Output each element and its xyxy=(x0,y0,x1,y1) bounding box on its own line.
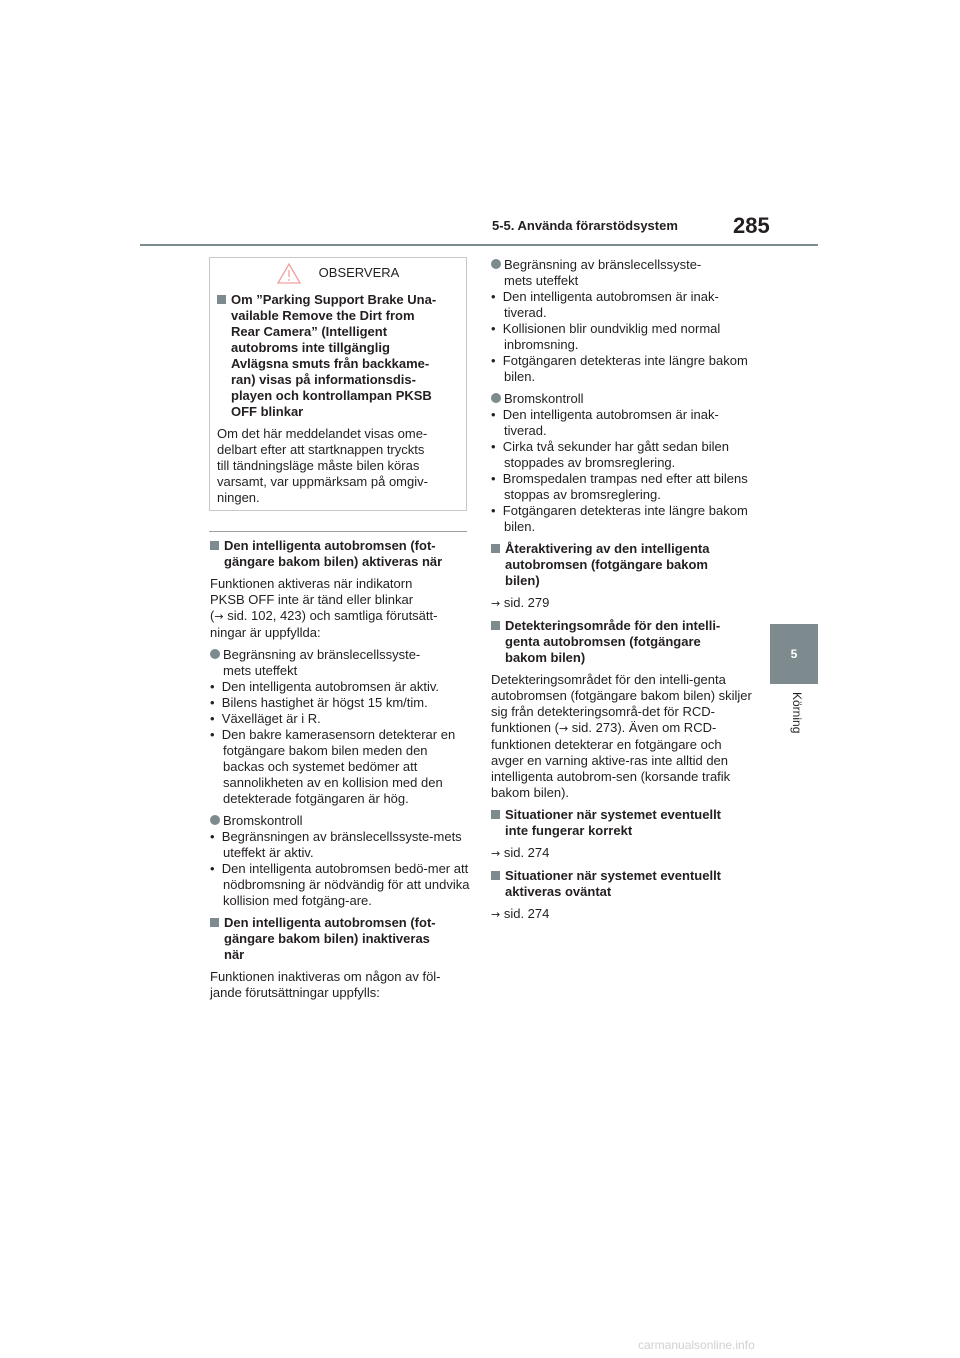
section-heading: Situationer när systemet eventuellt inte fungerar korrekt xyxy=(491,807,753,839)
square-bullet-icon xyxy=(491,810,500,819)
group-heading: Begränsning av bränslecellssyste- mets uteffekt xyxy=(210,647,470,679)
page-reference: → sid. 274 xyxy=(491,906,550,921)
list-item: • Begränsningen av bränslecellssyste-mets uteffekt är aktiv. xyxy=(210,829,462,860)
watermark-footer: carmanualsonline.info xyxy=(638,1338,755,1352)
arrow-right-icon: → xyxy=(491,847,501,860)
chapter-number: 5 xyxy=(790,647,798,661)
list-item: • Fotgängaren detekteras inte längre bakom bilen. xyxy=(491,353,748,384)
section-heading: Detekteringsområde för den intelli- genta autobromsen (fotgängare bakom bilen) xyxy=(491,618,753,666)
circle-bullet-icon xyxy=(210,649,220,659)
list-item: • Fotgängaren detekteras inte längre bakom bilen. xyxy=(491,503,748,534)
list-item: • Den intelligenta autobromsen är inak-tiverad. xyxy=(491,407,719,438)
square-bullet-icon xyxy=(491,544,500,553)
arrow-right-icon: → xyxy=(214,610,224,623)
paragraph: Detekteringsområdet för den intelli-genta autobromsen (fotgängare bakom bilen) skiljer sig från detekteringsområ-det för RCD-funktionen (→ sid. 273). Även om RCD-funktionen detekterar en fotgängare och avger en varning aktive-ras inte alltid den intelligenta autobrom-sen (korsande trafik bakom bilen). xyxy=(491,672,752,800)
notice-label: OBSERVERA xyxy=(318,265,400,280)
warning-icon xyxy=(277,263,301,284)
list-item: • Cirka två sekunder har gått sedan bilen stoppades av bromsreglering. xyxy=(491,439,729,470)
list-item: • Kollisionen blir oundviklig med normal inbromsning. xyxy=(491,321,721,352)
page-reference: → sid. 279 xyxy=(491,595,550,610)
circle-bullet-icon xyxy=(491,393,501,403)
square-bullet-icon xyxy=(210,541,219,550)
arrow-right-icon: → xyxy=(491,908,501,921)
list-item: • Den intelligenta autobromsen är inak-tiverad. xyxy=(491,289,719,320)
page-reference: → sid. 274 xyxy=(491,845,550,860)
section-heading: Den intelligenta autobromsen (fot- gängare bakom bilen) inaktiveras när xyxy=(210,915,470,963)
square-bullet-icon xyxy=(491,621,500,630)
notice-heading: Om ”Parking Support Brake Una- vailable Remove the Dirt from Rear Camera” (Intelligent autobroms inte tillgänglig Avlägsna smuts från backkame- ran) visas på informationsdis- playen och kontrollampan PKSB OFF blinkar xyxy=(217,292,459,420)
left-column xyxy=(210,538,470,1001)
group-heading: Bromskontroll xyxy=(210,813,470,829)
group-heading: Begränsning av bränslecellssyste- mets uteffekt xyxy=(491,257,753,289)
section-heading: Återaktivering av den intelligenta autobromsen (fotgängare bakom bilen) xyxy=(491,541,753,589)
list-item: • Den intelligenta autobromsen bedö-mer att nödbromsning är nödvändig för att undvika kollision med fotgäng-are. xyxy=(210,861,470,908)
list-item: • Bilens hastighet är högst 15 km/tim. xyxy=(210,695,428,710)
list-item: • Bromspedalen trampas ned efter att bilens stoppas av bromsreglering. xyxy=(491,471,748,502)
square-bullet-icon xyxy=(491,871,500,880)
notice-box xyxy=(209,257,467,511)
circle-bullet-icon xyxy=(210,815,220,825)
header-rule xyxy=(140,244,818,246)
right-column xyxy=(491,257,753,923)
square-bullet-icon xyxy=(217,295,226,304)
section-title: 5-5. Använda förarstödsystem xyxy=(492,218,678,233)
arrow-right-icon: → xyxy=(491,597,501,610)
list-item: • Den bakre kamerasensorn detekterar en fotgängare bakom bilen meden den backas och systemet bedömer att sannolikheten av en kollision med den detekterade fotgängaren är hög. xyxy=(210,727,456,806)
page-number: 285 xyxy=(733,213,770,238)
chapter-label: Körning xyxy=(790,692,804,734)
arrow-right-icon: → xyxy=(558,722,569,735)
chapter-tab xyxy=(770,624,818,684)
list-item: • Den intelligenta autobromsen är aktiv. xyxy=(210,679,440,694)
circle-bullet-icon xyxy=(491,259,501,269)
notice-header xyxy=(210,258,466,288)
square-bullet-icon xyxy=(210,918,219,927)
group-heading: Bromskontroll xyxy=(491,391,753,407)
paragraph: Funktionen inaktiveras om någon av föl- jande förutsättningar uppfylls: xyxy=(210,969,441,1000)
notice-body: Om det här meddelandet visas ome- delbart efter att startknappen tryckts till tändningsläge måste bilen köras varsamt, var uppmärksam på omgiv- ningen. xyxy=(217,426,428,505)
section-heading: Situationer när systemet eventuellt aktiveras oväntat xyxy=(491,868,753,900)
section-divider xyxy=(209,531,467,532)
section-heading: Den intelligenta autobromsen (fot- gängare bakom bilen) aktiveras när xyxy=(210,538,470,570)
list-item: • Växelläget är i R. xyxy=(210,711,321,726)
paragraph: Funktionen aktiveras när indikatorn PKSB OFF inte är tänd eller blinkar (→ sid. 102, 423) och samtliga förutsätt- ningar är uppfyllda: xyxy=(210,576,438,640)
